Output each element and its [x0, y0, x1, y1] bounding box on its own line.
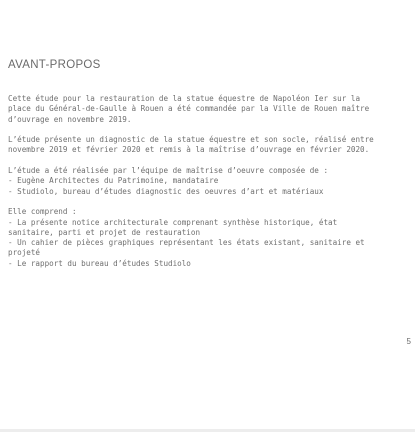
text-line: d’ouvrage en novembre 2019. [8, 114, 132, 124]
list-item: - Le rapport du bureau d’études Studiolo [8, 258, 191, 268]
text-line: L’étude a été réalisée par l’équipe de maîtrise d’oeuvre composée de : [8, 166, 329, 176]
text-line: place du Général-de-Gaulle à Rouen a été commandée par la Ville de Rouen maître [8, 104, 370, 114]
page-title: AVANT-PROPOS [8, 59, 101, 71]
paragraph-team [8, 166, 388, 197]
text-line: Cette étude pour la restauration de la statue équestre de Napoléon Ier sur la [8, 94, 361, 103]
text-line: novembre 2019 et février 2020 et remis à la maîtrise d’ouvrage en février 2020. [8, 145, 370, 155]
text-line: L’étude présente un diagnostic de la statue équestre et son socle, réalisé entre [8, 135, 374, 145]
paragraph-contents [8, 207, 388, 269]
list-item: - Un cahier de pièces graphiques représentant les états existant, sanitaire et [8, 238, 365, 248]
text-line: Elle comprend : [8, 207, 77, 217]
list-item: sanitaire, parti et projet de restauration [8, 227, 201, 237]
body-text [8, 94, 388, 279]
paragraph-intro [8, 94, 388, 125]
list-item: projeté [8, 248, 41, 258]
list-item: - Eugène Architectes du Patrimoine, mandataire [8, 176, 219, 186]
page-number: 5 [406, 337, 411, 346]
paragraph-diagnostic [8, 135, 388, 156]
list-item: - Studiolo, bureau d’études diagnostic des oeuvres d’art et matériaux [8, 186, 324, 196]
list-item: - La présente notice architecturale comprenant synthèse historique, état [8, 217, 338, 227]
